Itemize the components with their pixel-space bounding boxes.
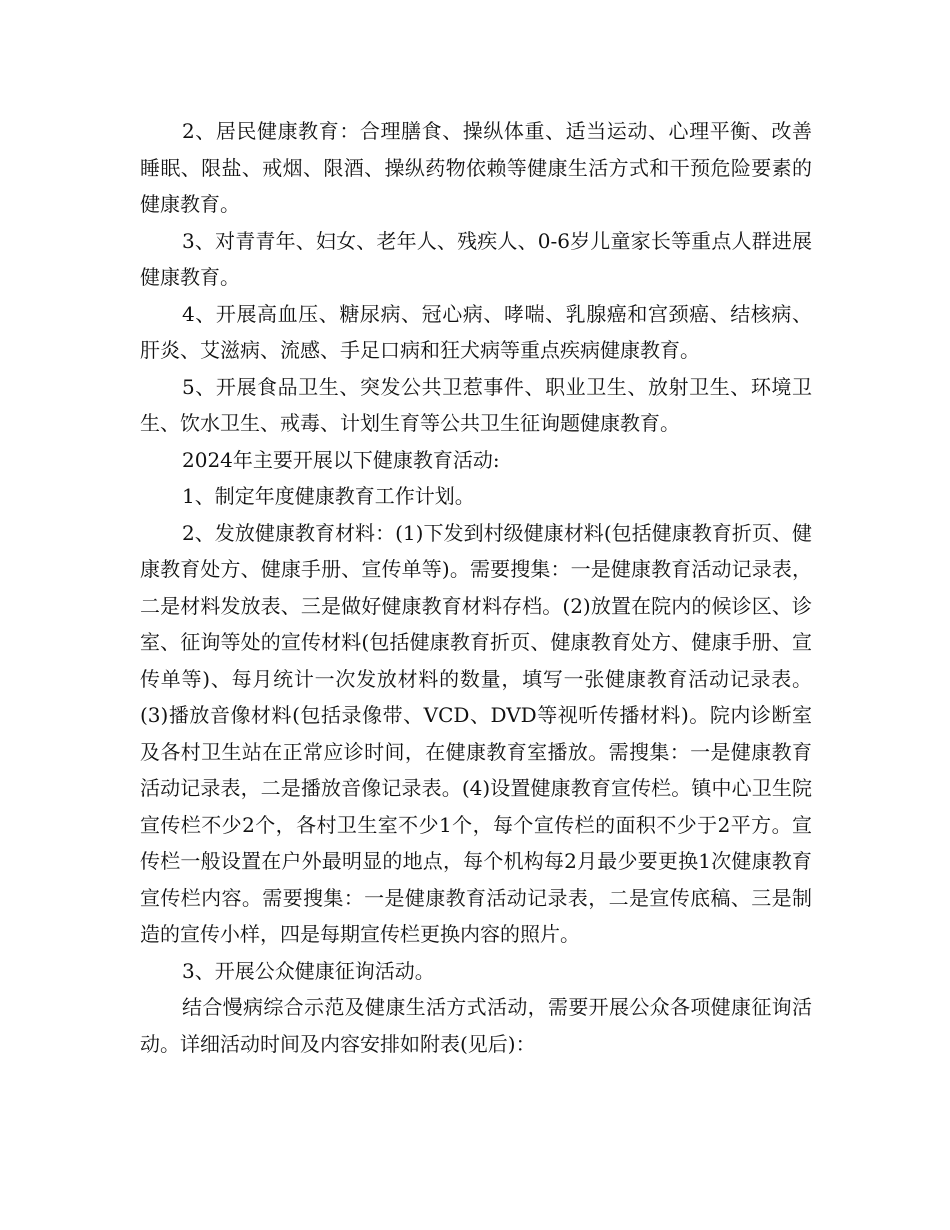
paragraph-public-health-issues: 5、开展食品卫生、突发公共卫惹事件、职业卫生、放射卫生、环境卫生、饮水卫生、戒毒、计划生育等公共卫生征询题健康教育。: [140, 374, 812, 435]
paragraph-activities-heading: 2024年主要开展以下健康教育活动:: [182, 447, 500, 472]
document-body: [140, 113, 812, 1062]
paragraph-public-consultation: 3、开展公众健康征询活动。: [182, 958, 435, 983]
paragraph-annual-plan: 1、制定年度健康教育工作计划。: [182, 484, 475, 508]
paragraph-key-diseases: 4、开展高血压、糖尿病、冠心病、哮喘、乳腺癌和宫颈癌、结核病、肝炎、艾滋病、流感、手足口病和狂犬病等重点疾病健康教育。: [140, 301, 812, 362]
paragraph-resident-health-education: 2、居民健康教育：合理膳食、操纵体重、适当运动、心理平衡、改善睡眠、限盐、戒烟、限酒、操纵药物依赖等健康生活方式和干预危险要素的健康教育。: [140, 119, 812, 216]
paragraph-key-populations: 3、对青青年、妇女、老年人、残疾人、0-6岁儿童家长等重点人群进展健康教育。: [140, 228, 812, 289]
paragraph-consultation-details: 结合慢病综合示范及健康生活方式活动，需要开展公众各项健康征询活动。详细活动时间及内容安排如附表(见后)：: [140, 995, 812, 1056]
paragraph-materials-distribution: 2、发放健康教育材料：(1)下发到村级健康材料(包括健康教育折页、健康教育处方、健康手册、宣传单等)。需要搜集：一是健康教育活动记录表，二是材料发放表、三是做好健康教育材料存档。(2)放置在院内的候诊区、诊室、征询等处的宣传材料(包括健康教育折页、健康教育处方、健康手册、宣传单等)、每月统计一次发放材料的数量，填写一张健康教育活动记录表。(3)播放音像材料(包括录像带、VCD、DVD等视听传播材料)。院内诊断室及各村卫生站在正常应诊时间，在健康教育室播放。需搜集：一是健康教育活动记录表，二是播放音像记录表。(4)设置健康教育宣传栏。镇中心卫生院宣传栏不少2个，各村卫生室不少1个，每个宣传栏的面积不少于2平方。宣传栏一般设置在户外最明显的地点，每个机构每2月最少要更换1次健康教育宣传栏内容。需要搜集：一是健康教育活动记录表，二是宣传底稿、三是制造的宣传小样，四是每期宣传栏更换内容的照片。: [140, 520, 812, 946]
